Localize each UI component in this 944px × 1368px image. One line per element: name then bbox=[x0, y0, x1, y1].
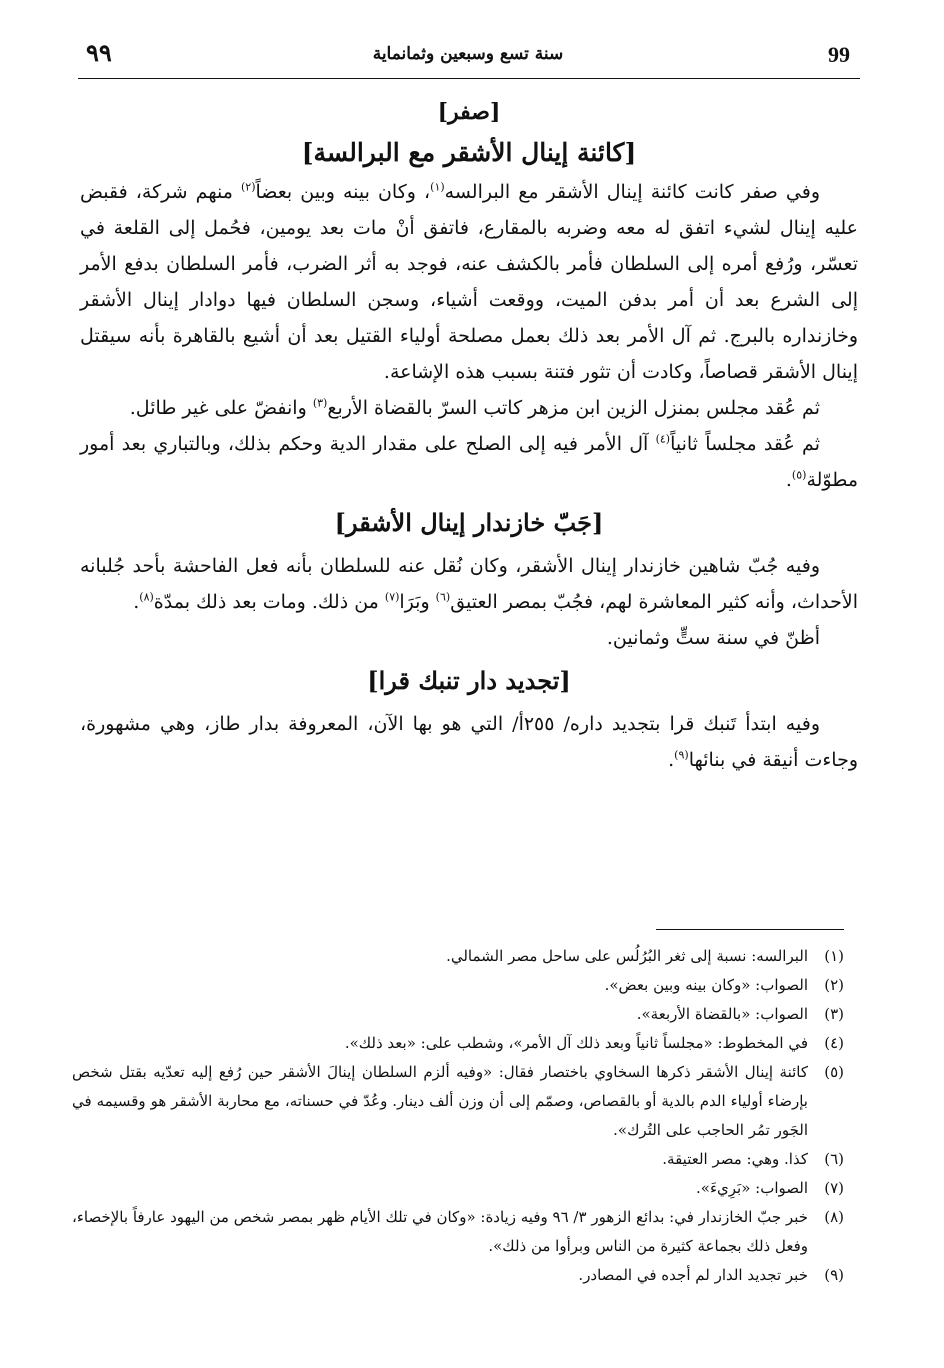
text-span: ثم عُقد مجلس بمنزل الزين ابن مزهر كاتب السرّ بالقضاة الأربع bbox=[327, 397, 820, 419]
footnote-ref: (٩) bbox=[674, 748, 689, 762]
text-span: . bbox=[668, 749, 675, 771]
footnote-text: خبر تجديد الدار لم أجده في المصادر. bbox=[578, 1266, 808, 1284]
text-span: وفي صفر كانت كائنة إينال الأشقر مع البرالسه bbox=[444, 181, 821, 203]
footnote bbox=[72, 1000, 844, 1029]
text-span: وبَرَا bbox=[399, 591, 436, 613]
text-span: وفيه ابتدأ تَنبك قرا بتجديد داره/ ٢٥٥أ/ التي هو بها الآن، المعروفة بدار طاز، وهي مشهورة، وجاءت أنيقة في بنائها bbox=[80, 713, 858, 771]
footnote-number: (٦) bbox=[824, 1150, 844, 1168]
footnote-ref: (٤) bbox=[655, 432, 671, 446]
footnote bbox=[72, 1058, 844, 1145]
footnote bbox=[72, 971, 844, 1000]
footnote-text: كذا. وهي: مصر العتيقة. bbox=[662, 1150, 808, 1168]
footnote-number: (٤) bbox=[824, 1034, 844, 1052]
paragraph bbox=[80, 174, 858, 390]
text-span: آل الأمر فيه إلى الصلح على مقدار الدية وحكم بذلك، وبالتباري بعد أمور مطوّلة bbox=[80, 433, 858, 491]
footnote-ref: (٧) bbox=[384, 590, 400, 604]
footnote bbox=[72, 942, 844, 971]
text-span: . bbox=[785, 469, 792, 491]
footnote-number: (٥) bbox=[824, 1063, 844, 1081]
text-span: أظنّ في سنة ستٍّ وثمانين. bbox=[606, 627, 820, 649]
footnote-rule bbox=[656, 929, 844, 930]
footnote-number: (١) bbox=[824, 947, 844, 965]
text-span: ثم عُقد مجلساً ثانياً bbox=[670, 433, 820, 455]
paragraph bbox=[80, 620, 858, 656]
main-text bbox=[80, 92, 858, 778]
footnote-number: (٧) bbox=[824, 1179, 844, 1197]
text-span: منهم شركة، فقبض عليه إينال لشيء اتفق له معه وضربه بالمقارع، فاتفق أنْ مات بعد يومين، فحُمل إلى القلعة في تعسّر، ورُفع أمره إلى السلطان فأمر بالكشف عنه، فوجد به أثر الضرب، فأمر السلطان بدفع الأمر إلى الشرع بعد أن أمر بدفن الميت، ووقعت أشياء، وسجن السلطان فيها دوادار إينال الأشقر وخازنداره بالبرج. ثم آل الأمر بعد ذلك بعمل مصلحة أولياء القتيل بعد أن أشيع بالقاهرة بأنه سيقتل إينال الأشقر قصاصاً، وكادت أن تثور فتنة بسبب هذه الإشاعة. bbox=[80, 181, 858, 383]
footnote-ref: (١) bbox=[430, 180, 445, 194]
footnote-number: (٢) bbox=[824, 976, 844, 994]
footnote-number: (٣) bbox=[824, 1005, 844, 1023]
footnote-text: في المخطوط: «مجلساً ثانياً وبعد ذلك آل الأمر»، وشطب على: «بعد ذلك». bbox=[344, 1034, 808, 1052]
month-heading: [صفر] bbox=[437, 99, 501, 125]
footnote-ref: (٢) bbox=[240, 180, 256, 194]
section-title: [كائنة إينال الأشقر مع البرالسة] bbox=[301, 138, 637, 167]
footnote-ref: (٨) bbox=[139, 590, 154, 604]
header-rule bbox=[78, 78, 860, 79]
page-header bbox=[78, 36, 858, 76]
running-title: سنة تسع وسبعين وثمانماية bbox=[372, 44, 564, 64]
section-title: [جَبّ خازندار إينال الأشقر] bbox=[334, 508, 604, 537]
footnote bbox=[72, 1261, 844, 1290]
text-span: . bbox=[133, 591, 140, 613]
footnote-text: الصواب: «بَرِيءَ». bbox=[696, 1179, 808, 1197]
paragraph bbox=[80, 548, 858, 620]
footnote-ref: (٥) bbox=[791, 468, 807, 482]
text-span: ، وكان بينه وبين بعضاً bbox=[255, 181, 431, 203]
text-span: وانفضّ على غير طائل. bbox=[129, 397, 313, 419]
footnote bbox=[72, 1029, 844, 1058]
footnote-text: الصواب: «وكان بينه وبين بعض». bbox=[604, 976, 808, 994]
footnote-text: كائنة إينال الأشقر ذكرها السخاوي باختصار فقال: «وفيه ألزم السلطان إينالَ الأشقر حين رُفع إليه تعدّيه بقتل شخص بإرضاء أولياء الدم بالدية أو بالقصاص، وصمّم إلى أن وزن ألف دينار. وعُدّ في حسناته، مع محاربة الأشقر هو وقسيمه في الجَور تمُر الحاجب على التُرك». bbox=[72, 1063, 808, 1139]
footnotes bbox=[72, 942, 844, 1290]
footnote-number: (٩) bbox=[824, 1266, 844, 1284]
footnote-text: البرالسه: نسبة إلى ثغر البُرُلُس على ساحل مصر الشمالي. bbox=[446, 947, 808, 965]
footnote-text: الصواب: «بالقضاة الأربعة». bbox=[636, 1005, 808, 1023]
footnote-ref: (٣) bbox=[312, 396, 328, 410]
section-title: [تجديد دار تنبك قرا] bbox=[367, 666, 571, 695]
text-span: من ذلك. ومات بعد ذلك بمدّة bbox=[153, 591, 385, 613]
footnote-text: خبر جبّ الخازندار في: بدائع الزهور ٣/ ٩٦ وفيه زيادة: «وكان في تلك الأيام ظهر بمصر شخص من اليهود عارفاً بالإخصاء، وفعل ذلك بجماعة كثيرة من الناس وبرأوا من ذلك». bbox=[72, 1208, 808, 1255]
page-number-arabic: ٩٩ bbox=[86, 38, 112, 67]
footnote bbox=[72, 1174, 844, 1203]
footnote-ref: (٦) bbox=[435, 590, 451, 604]
footnote bbox=[72, 1203, 844, 1261]
footnote bbox=[72, 1145, 844, 1174]
page-number-latin: 99 bbox=[828, 42, 850, 67]
text-span: وفيه جُبّ شاهين خازندار إينال الأشقر، وكان نُقل عنه للسلطان بأنه فعل الفاحشة بأحد جُلبانه الأحداث، وأنه كثير المعاشرة لهم، فجُبّ بمصر العتيق bbox=[80, 555, 858, 613]
footnote-number: (٨) bbox=[824, 1208, 844, 1226]
paragraph bbox=[80, 426, 858, 498]
paragraph bbox=[80, 706, 858, 778]
paragraph bbox=[80, 390, 858, 426]
